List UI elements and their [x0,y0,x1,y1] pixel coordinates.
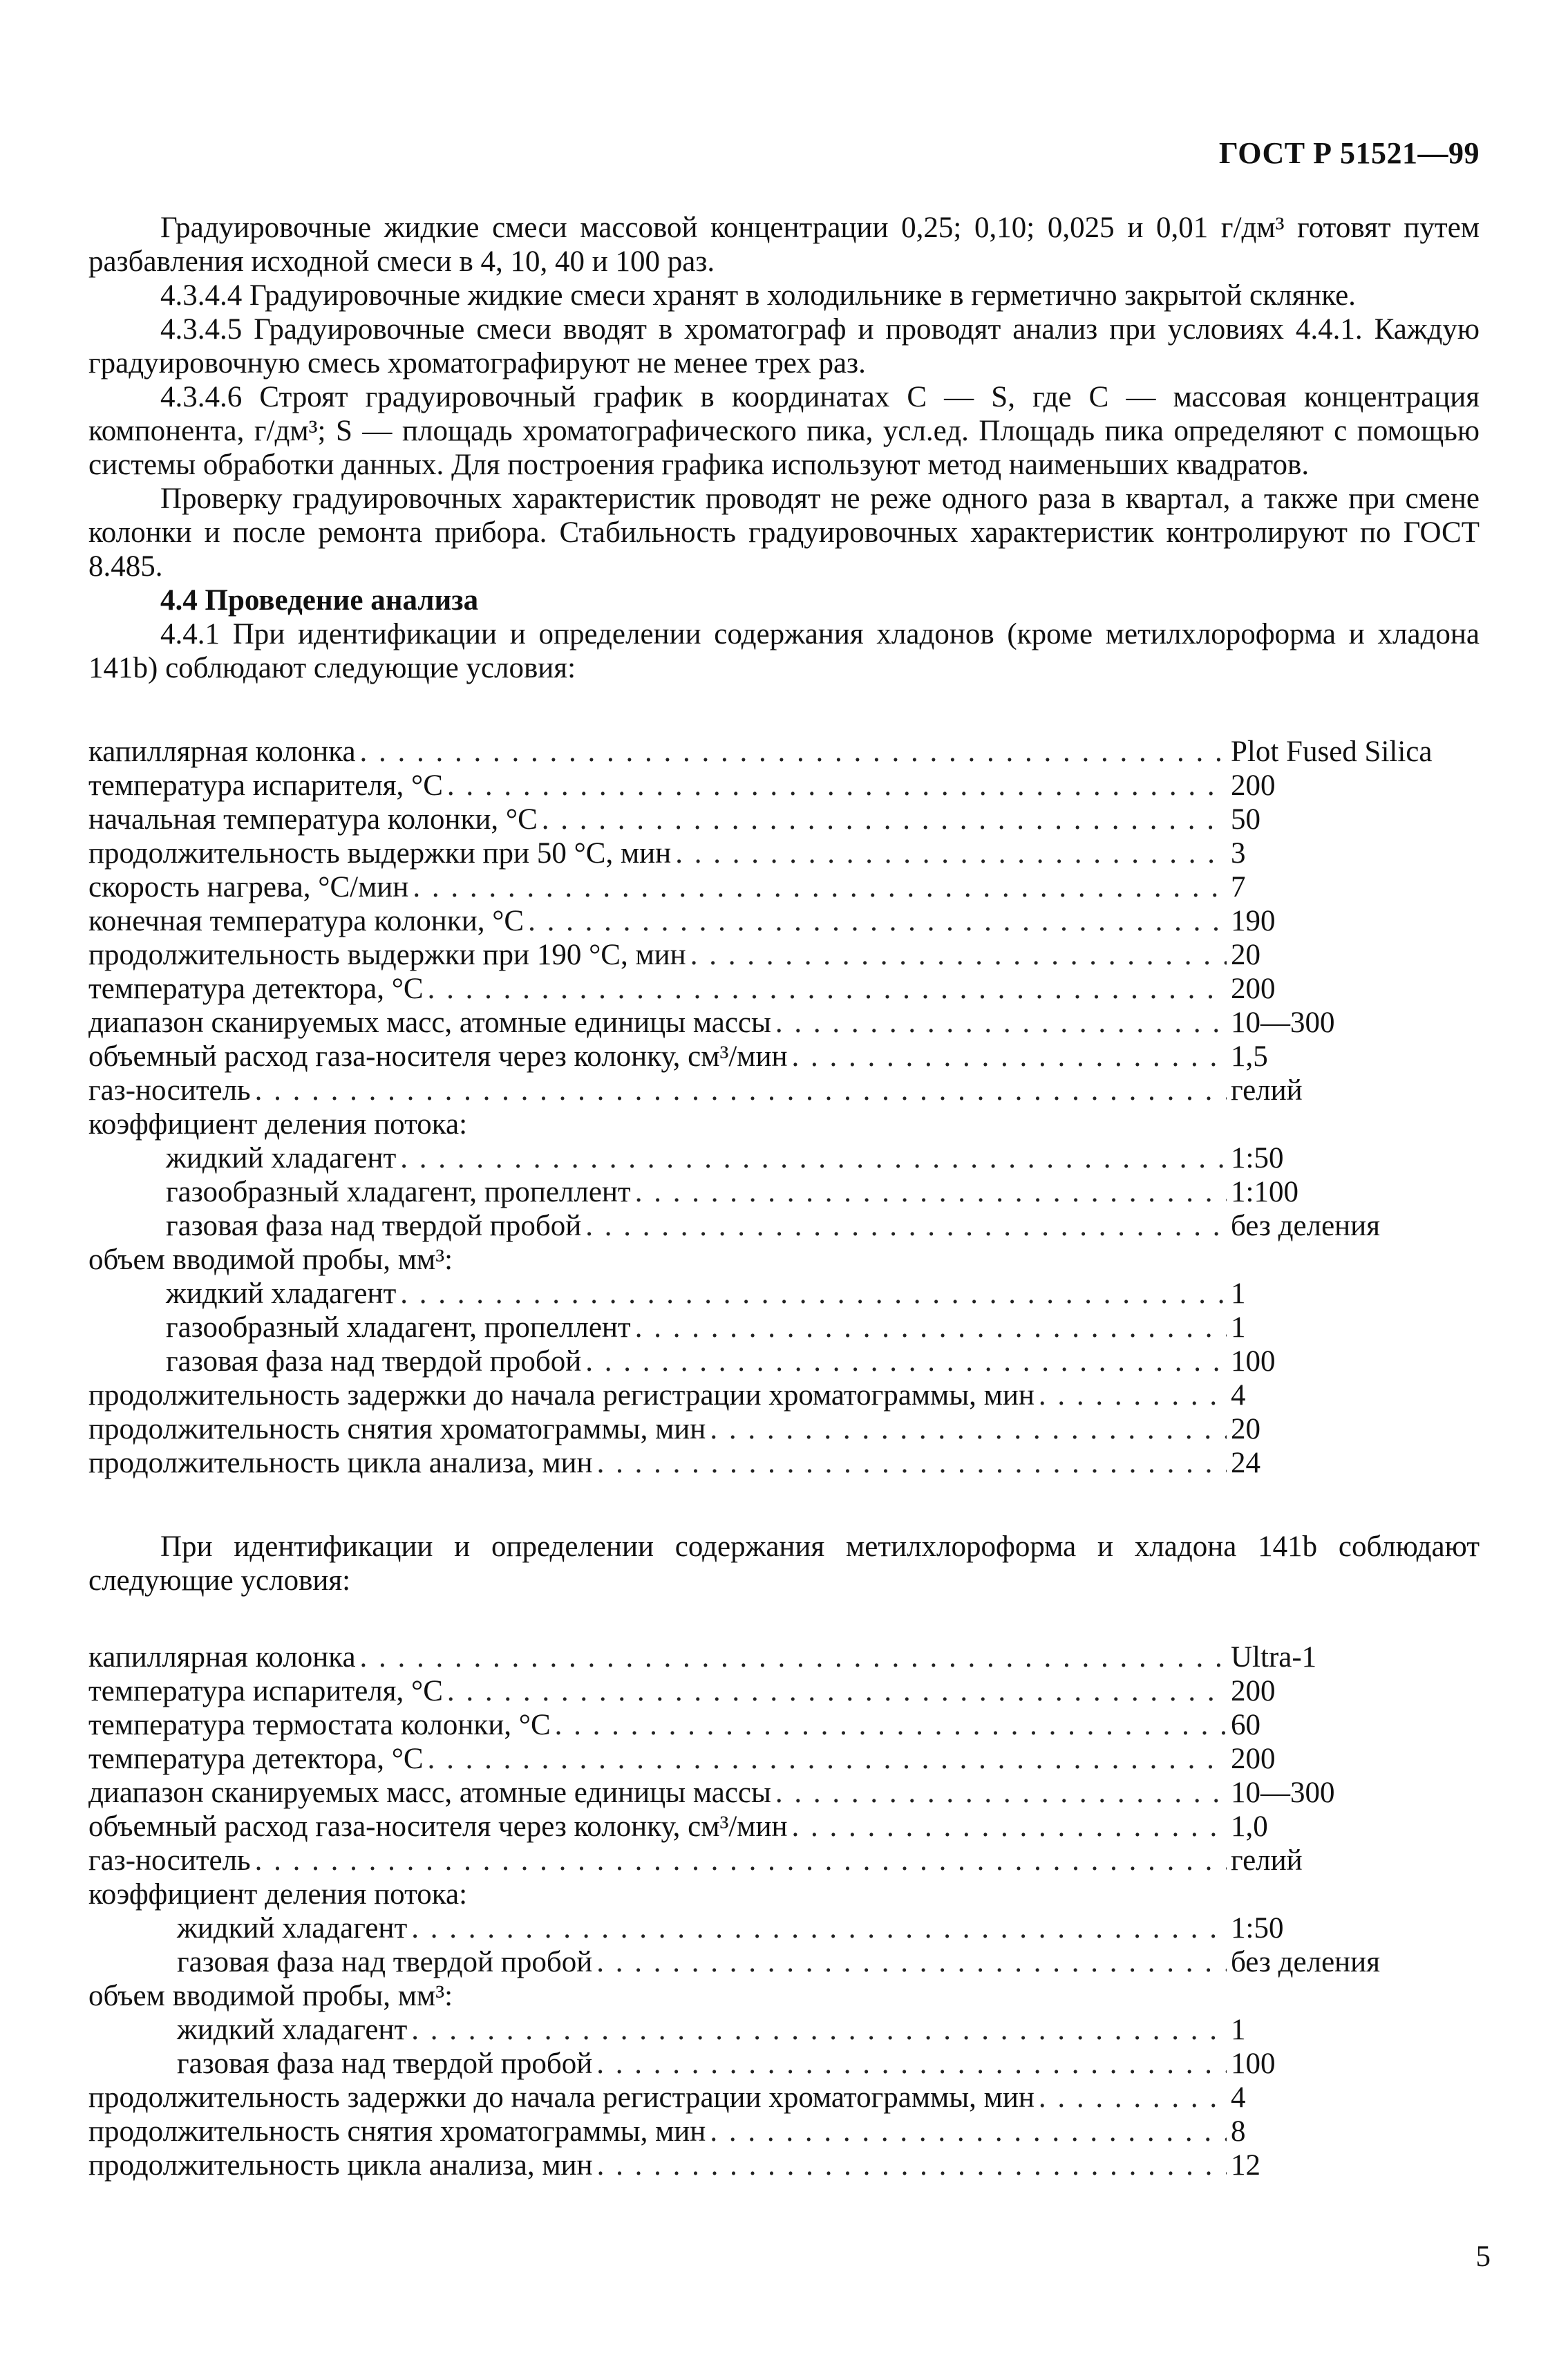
condition-value: 190 [1231,905,1276,937]
condition-label: капиллярная колонка [88,1641,356,1674]
condition-row [88,735,1480,769]
condition-label: продолжительность задержки до начала регистрации хроматограммы, мин [88,2081,1035,2114]
condition-value: 10—300 [1231,1006,1335,1039]
condition-row [88,1412,1480,1446]
condition-value: 200 [1231,1675,1276,1707]
condition-label: продолжительность задержки до начала регистрации хроматограммы, мин [88,1379,1035,1412]
dot-leader [542,803,1227,836]
condition-value: 1:50 [1231,1912,1284,1945]
paragraph-calibration-mixtures: Градуировочные жидкие смеси массовой концентрации 0,25; 0,10; 0,025 и 0,01 г/дм³ готовят путем разбавления исходной смеси в 4, 10, 40 и 100 раз. [88,212,1480,278]
condition-value: гелий [1231,1074,1303,1107]
condition-value: 7 [1231,871,1246,903]
dot-leader [411,2013,1227,2047]
condition-value: 8 [1231,2115,1246,2148]
paragraph-4-4-1: 4.4.1 При идентификации и определении содержания хладонов (кроме метилхлороформа и хладона 141b) соблюдают следующие условия: [88,618,1480,684]
dot-leader [555,1708,1227,1742]
condition-label: жидкий хладагент [166,1142,397,1174]
condition-row [88,972,1480,1006]
condition-value: 200 [1231,769,1276,802]
condition-value: 200 [1231,1743,1276,1775]
dot-leader [597,2148,1227,2182]
paragraph-verification: Проверку градуировочных характеристик проводят не реже одного раза в квартал, а также при смене колонки и после ремонта прибора. Стабильность градуировочных характеристик контролируют по ГОСТ 8.485. [88,482,1480,583]
dot-leader [635,1175,1227,1209]
condition-value: 1,5 [1231,1040,1268,1073]
dot-leader [792,1040,1227,1074]
section-title: 4.4 Проведение анализа [160,584,479,617]
condition-value: Ultra-1 [1231,1641,1317,1674]
condition-row [88,1175,1480,1209]
condition-label: газ-носитель [88,1074,251,1107]
condition-label: газовая фаза над твердой пробой [177,1946,593,1978]
condition-label: конечная температура колонки, °С [88,905,525,937]
condition-value: 1:100 [1231,1176,1298,1208]
condition-value: 50 [1231,803,1260,836]
dot-leader [428,972,1227,1006]
dot-leader [710,2115,1227,2148]
condition-label: газовая фаза над твердой пробой [166,1345,582,1378]
condition-label: продолжительность снятия хроматограммы, мин [88,1413,706,1445]
paragraph-4-3-4-6: 4.3.4.6 Строят градуировочный график в координатах C — S, где C — массовая концентрация компонента, г/дм³; S — площадь хроматографического пика, усл.ед. Площадь пика определяют с помощью системы обработки данных. Для построения графика используют метод наименьших квадратов. [88,381,1480,481]
dot-leader [585,1209,1227,1243]
condition-label: газ-носитель [88,1844,251,1877]
dot-leader [447,769,1227,803]
condition-row [88,2115,1480,2148]
condition-label: жидкий хладагент [177,2014,408,2046]
paragraph-methylchloroform: При идентификации и определении содержания метилхлороформа и хладона 141b соблюдают следующие условия: [88,1530,1480,1597]
condition-row [88,1776,1480,1810]
condition-row [88,1074,1480,1107]
condition-row [88,1446,1480,1480]
condition-label: жидкий хладагент [177,1912,408,1945]
condition-value: 1:50 [1231,1142,1284,1174]
dot-leader [775,1006,1227,1040]
condition-label: температура детектора, °С [88,1743,424,1775]
condition-row [88,2047,1480,2081]
condition-value: 20 [1231,939,1260,971]
condition-label: диапазон сканируемых масс, атомные единицы массы [88,1006,771,1039]
document-id-header: ГОСТ Р 51521—99 [1218,136,1480,170]
dot-leader [596,1945,1227,1979]
condition-label: продолжительность цикла анализа, мин [88,2149,593,2182]
condition-value: 12 [1231,2149,1260,2182]
condition-row [88,938,1480,972]
condition-label: температура испарителя, °С [88,769,443,802]
condition-row [88,1742,1480,1776]
condition-row [88,2081,1480,2115]
dot-leader [413,870,1227,904]
condition-label: продолжительность выдержки при 50 °С, мин [88,837,672,870]
dot-leader [775,1776,1227,1810]
dot-leader [400,1141,1227,1175]
condition-value: 10—300 [1231,1777,1335,1809]
condition-value: без деления [1231,1946,1380,1978]
condition-row [88,803,1480,836]
dot-leader [1039,2081,1227,2115]
split-ratio-heading: коэффициент деления потока: [88,1878,468,1911]
condition-value: 24 [1231,1447,1260,1479]
condition-value: 20 [1231,1413,1260,1445]
dot-leader [792,1810,1227,1844]
condition-label: капиллярная колонка [88,735,356,768]
conditions-list-2 [88,1640,1480,2182]
condition-value: гелий [1231,1844,1303,1877]
condition-label: температура термостата колонки, °С [88,1709,551,1741]
split-ratio-heading: коэффициент деления потока: [88,1108,468,1141]
condition-label: продолжительность снятия хроматограммы, мин [88,2115,706,2148]
condition-label: жидкий хладагент [166,1277,397,1310]
dot-leader [675,836,1227,870]
condition-row [88,1844,1480,1877]
condition-row [88,1674,1480,1708]
condition-row [88,2013,1480,2047]
condition-label: объемный расход газа-носителя через колонку, см³/мин [88,1040,788,1073]
condition-value: без деления [1231,1210,1380,1242]
condition-label: продолжительность цикла анализа, мин [88,1447,593,1479]
spacer [88,685,1480,735]
condition-row [88,1006,1480,1040]
dot-leader [690,938,1227,972]
condition-label: объемный расход газа-носителя через колонку, см³/мин [88,1810,788,1843]
condition-row [88,1141,1480,1175]
dot-leader [400,1277,1227,1311]
condition-value: Plot Fused Silica [1231,735,1433,768]
condition-label: температура испарителя, °С [88,1675,443,1707]
dot-leader [360,735,1227,769]
condition-row [88,1708,1480,1742]
spacer [88,1597,1480,1640]
condition-value: 1 [1231,1277,1246,1310]
condition-label: температура детектора, °С [88,973,424,1005]
dot-leader [710,1412,1227,1446]
condition-value: 3 [1231,837,1246,870]
paragraph-4-3-4-5: 4.3.4.5 Градуировочные смеси вводят в хроматограф и проводят анализ при условиях 4.4.1. Каждую градуировочную смесь хроматографируют не менее трех раз. [88,313,1480,380]
condition-row [88,836,1480,870]
page-content [88,211,1480,2182]
condition-label: начальная температура колонки, °С [88,803,538,836]
condition-row [88,1311,1480,1344]
condition-row [88,1344,1480,1378]
condition-label: газовая фаза над твердой пробой [166,1210,582,1242]
dot-leader [255,1844,1227,1877]
condition-value: 100 [1231,2048,1276,2080]
dot-leader [360,1640,1227,1674]
dot-leader [447,1674,1227,1708]
condition-value: 4 [1231,1379,1246,1412]
condition-value: 1,0 [1231,1810,1268,1843]
condition-value: 200 [1231,973,1276,1005]
condition-label: диапазон сканируемых масс, атомные единицы массы [88,1777,771,1809]
condition-row [88,769,1480,803]
dot-leader [596,2047,1227,2081]
condition-label: газообразный хладагент, пропеллент [166,1176,631,1208]
spacer [88,1480,1480,1530]
dot-leader [428,1742,1227,1776]
sample-volume-heading: объем вводимой пробы, мм³: [88,1244,453,1276]
condition-row [88,1810,1480,1844]
dot-leader [585,1344,1227,1378]
condition-row [88,1945,1480,1979]
condition-row [88,2148,1480,2182]
dot-leader [411,1911,1227,1945]
condition-label: скорость нагрева, °С/мин [88,871,409,903]
conditions-list-1 [88,735,1480,1480]
condition-value: 4 [1231,2081,1246,2114]
condition-row [88,870,1480,904]
dot-leader [597,1446,1227,1480]
condition-label: продолжительность выдержки при 190 °С, мин [88,939,686,971]
condition-row [88,904,1480,938]
condition-row [88,1209,1480,1243]
condition-row [88,1040,1480,1074]
dot-leader [528,904,1227,938]
condition-label: газовая фаза над твердой пробой [177,2048,593,2080]
condition-value: 60 [1231,1709,1260,1741]
sample-volume-heading: объем вводимой пробы, мм³: [88,1980,453,2012]
condition-row [88,1640,1480,1674]
paragraph-4-3-4-4: 4.3.4.4 Градуировочные жидкие смеси хранят в холодильнике в герметично закрытой склянке. [160,279,1356,312]
condition-value: 1 [1231,2014,1246,2046]
condition-row [88,1378,1480,1412]
dot-leader [635,1311,1227,1344]
dot-leader [1039,1378,1227,1412]
condition-value: 100 [1231,1345,1276,1378]
condition-row [88,1911,1480,1945]
page-number: 5 [1475,2240,1491,2273]
condition-label: газообразный хладагент, пропеллент [166,1311,631,1344]
condition-value: 1 [1231,1311,1246,1344]
dot-leader [255,1074,1227,1107]
condition-row [88,1277,1480,1311]
